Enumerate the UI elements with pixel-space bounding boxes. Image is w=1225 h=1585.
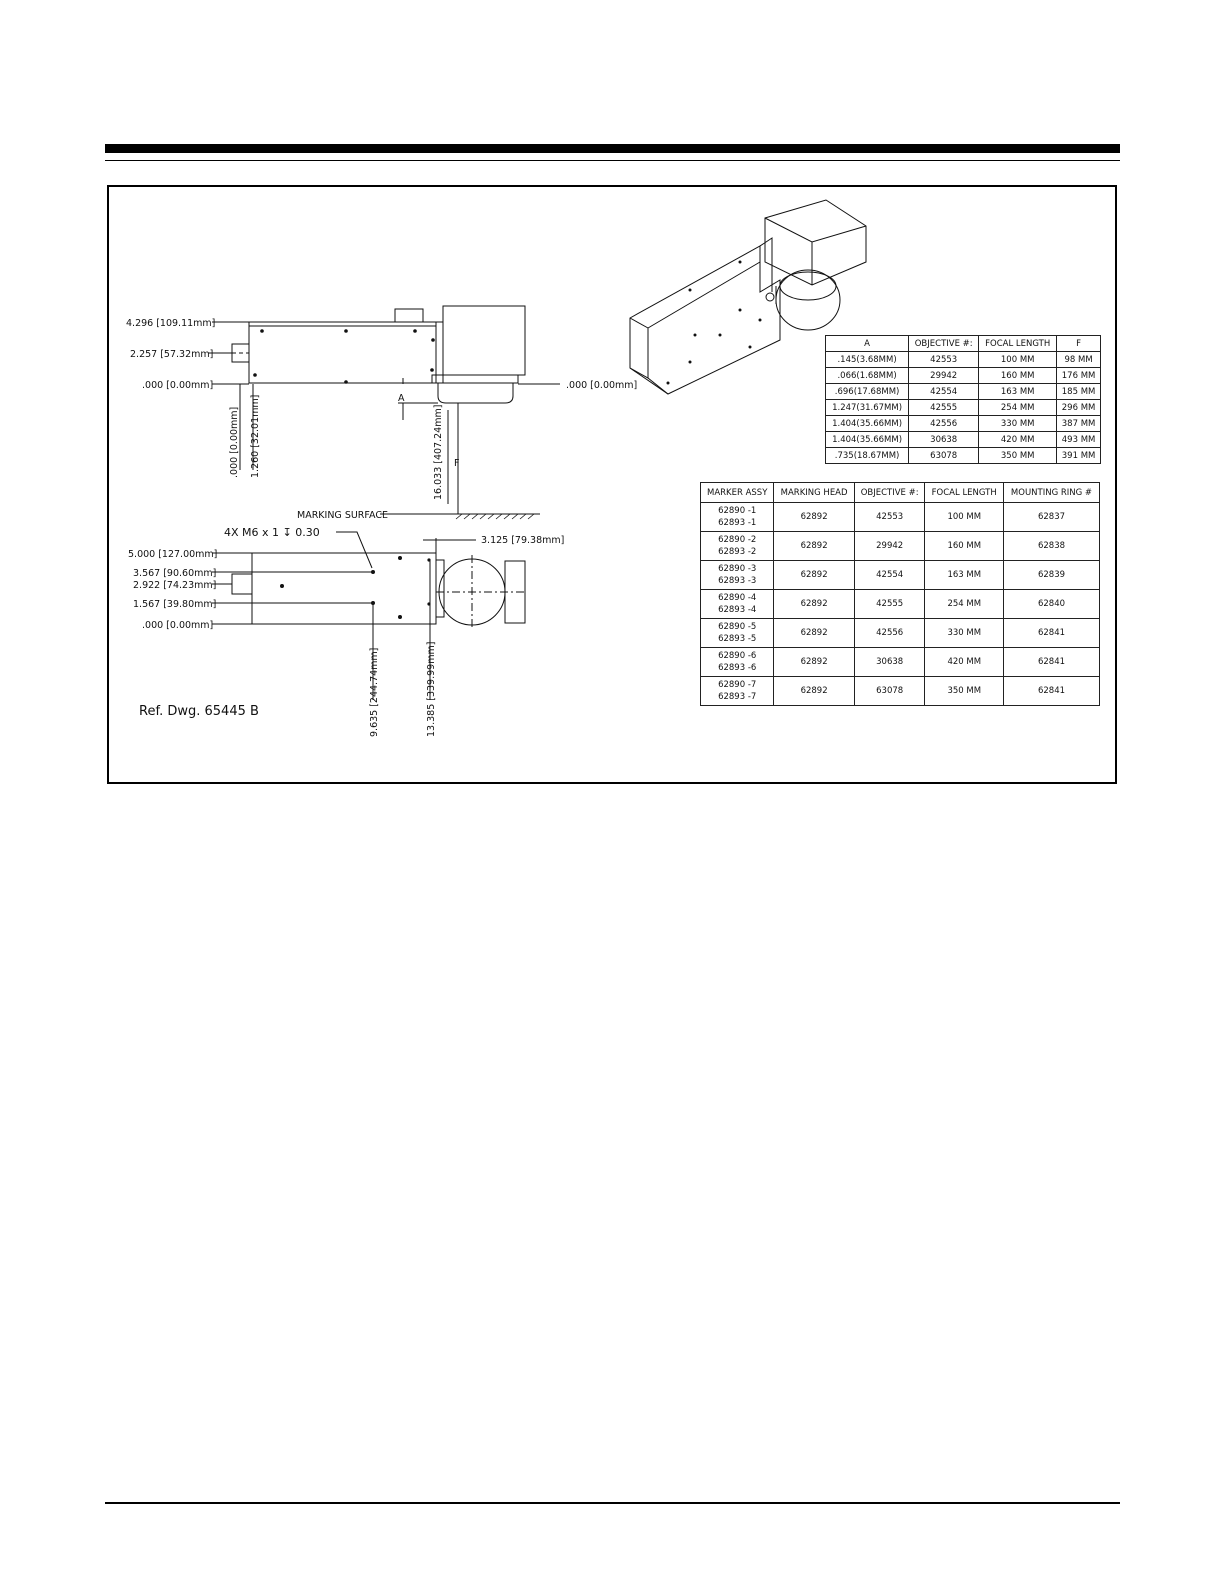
- label-a: A: [398, 393, 405, 404]
- table-cell: 420 MM: [979, 432, 1057, 448]
- table-cell: 63078: [854, 677, 925, 706]
- table-header-row: [826, 336, 1101, 352]
- label-f: F: [454, 458, 460, 469]
- table-cell: 62840: [1003, 590, 1099, 619]
- table-row: [701, 677, 1100, 706]
- table-cell: 62892: [774, 648, 854, 677]
- dim-3567: 3.567 [90.60mm]: [133, 568, 217, 579]
- table-cell: 1.404(35.66MM): [826, 416, 909, 432]
- table-row: [826, 384, 1101, 400]
- table-row: [826, 416, 1101, 432]
- table-cell: .145(3.68MM): [826, 352, 909, 368]
- col-header: MARKER ASSY: [701, 483, 774, 503]
- table-row: [701, 503, 1100, 532]
- table-row: [701, 532, 1100, 561]
- col-header: OBJECTIVE #:: [909, 336, 979, 352]
- table-cell: 42553: [854, 503, 925, 532]
- assy-number: 62890 -1: [718, 506, 757, 516]
- table-cell: .066(1.68MM): [826, 368, 909, 384]
- table-header-row: [701, 483, 1100, 503]
- objective-table: [825, 335, 1101, 464]
- table-cell: 42556: [854, 619, 925, 648]
- table-cell: 296 MM: [1057, 400, 1101, 416]
- table-cell: 493 MM: [1057, 432, 1101, 448]
- table-cell: 254 MM: [925, 590, 1004, 619]
- table-cell: 30638: [909, 432, 979, 448]
- table-cell: 62839: [1003, 561, 1099, 590]
- dim-zero-right: .000 [0.00mm]: [566, 380, 638, 391]
- table-cell: 62892: [774, 590, 854, 619]
- dim-top-4296: 4.296 [109.11mm]: [126, 318, 216, 329]
- table-row: [826, 368, 1101, 384]
- dim-13385: 13.385 [339.99mm]: [426, 641, 437, 737]
- table-cell: 330 MM: [925, 619, 1004, 648]
- table-cell: 185 MM: [1057, 384, 1101, 400]
- assy-cell: [701, 648, 774, 677]
- table-cell: 350 MM: [979, 448, 1057, 464]
- dim-1567: 1.567 [39.80mm]: [133, 599, 217, 610]
- assy-cell: [701, 590, 774, 619]
- col-header: MARKING HEAD: [774, 483, 854, 503]
- table-cell: 176 MM: [1057, 368, 1101, 384]
- dim-9635: 9.635 [244.74mm]: [369, 647, 380, 737]
- table-row: [701, 590, 1100, 619]
- table-cell: .735(18.67MM): [826, 448, 909, 464]
- col-header: FOCAL LENGTH: [979, 336, 1057, 352]
- table-cell: 62841: [1003, 648, 1099, 677]
- table-row: [826, 400, 1101, 416]
- dim-zero-left: .000 [0.00mm]: [142, 380, 214, 391]
- assy-number: 62893 -1: [718, 518, 757, 528]
- assy-cell: [701, 619, 774, 648]
- table-cell: 62892: [774, 677, 854, 706]
- table-cell: 42553: [909, 352, 979, 368]
- table-row: [701, 648, 1100, 677]
- assy-number: 62893 -6: [718, 663, 757, 673]
- table-cell: 29942: [909, 368, 979, 384]
- assy-number: 62890 -4: [718, 593, 757, 603]
- dim-focal-16033: 16.033 [407.24mm]: [433, 404, 444, 500]
- table-cell: 42556: [909, 416, 979, 432]
- table-cell: 163 MM: [979, 384, 1057, 400]
- table-cell: 254 MM: [979, 400, 1057, 416]
- assy-cell: [701, 561, 774, 590]
- dim-3125: 3.125 [79.38mm]: [481, 535, 565, 546]
- table-cell: 100 MM: [925, 503, 1004, 532]
- dim-top-zero: .000 [0.00mm]: [142, 620, 214, 631]
- assy-number: 62893 -5: [718, 634, 757, 644]
- table-cell: 160 MM: [925, 532, 1004, 561]
- marking-surface-label: MARKING SURFACE: [297, 510, 388, 521]
- assy-cell: [701, 677, 774, 706]
- table-cell: 62841: [1003, 619, 1099, 648]
- assy-number: 62893 -7: [718, 692, 757, 702]
- table-cell: 62892: [774, 561, 854, 590]
- table-cell: 42555: [854, 590, 925, 619]
- holes-note: 4X M6 x 1 ↧ 0.30: [224, 526, 320, 539]
- table-row: [701, 619, 1100, 648]
- assy-cell: [701, 532, 774, 561]
- table-cell: 62892: [774, 503, 854, 532]
- table-cell: 1.247(31.67MM): [826, 400, 909, 416]
- table-cell: 62838: [1003, 532, 1099, 561]
- dim-mid-2257: 2.257 [57.32mm]: [130, 349, 214, 360]
- table-cell: 1.404(35.66MM): [826, 432, 909, 448]
- table-cell: 98 MM: [1057, 352, 1101, 368]
- dim-2922: 2.922 [74.23mm]: [133, 580, 217, 591]
- assy-number: 62890 -7: [718, 680, 757, 690]
- table-cell: 62892: [774, 532, 854, 561]
- ref-drawing-label: Ref. Dwg. 65445 B: [139, 704, 259, 719]
- table-cell: 350 MM: [925, 677, 1004, 706]
- col-header: FOCAL LENGTH: [925, 483, 1004, 503]
- col-header: MOUNTING RING #: [1003, 483, 1099, 503]
- assy-cell: [701, 503, 774, 532]
- table-cell: 163 MM: [925, 561, 1004, 590]
- table-cell: 387 MM: [1057, 416, 1101, 432]
- dim-5000: 5.000 [127.00mm]: [128, 549, 218, 560]
- assy-number: 62890 -3: [718, 564, 757, 574]
- table-row: [701, 561, 1100, 590]
- marker-assembly-table: [700, 482, 1100, 706]
- table-cell: 42555: [909, 400, 979, 416]
- table-cell: 391 MM: [1057, 448, 1101, 464]
- table-cell: 100 MM: [979, 352, 1057, 368]
- side-view-body: [232, 306, 525, 403]
- table-cell: 42554: [909, 384, 979, 400]
- assy-number: 62890 -2: [718, 535, 757, 545]
- assy-number: 62890 -6: [718, 651, 757, 661]
- table-cell: 62892: [774, 619, 854, 648]
- table-cell: 42554: [854, 561, 925, 590]
- footer-rule: [105, 1502, 1120, 1504]
- table-cell: 420 MM: [925, 648, 1004, 677]
- table-cell: 160 MM: [979, 368, 1057, 384]
- assy-number: 62893 -2: [718, 547, 757, 557]
- table-cell: .696(17.68MM): [826, 384, 909, 400]
- table-row: [826, 352, 1101, 368]
- table-cell: 30638: [854, 648, 925, 677]
- table-row: [826, 432, 1101, 448]
- col-header: OBJECTIVE #:: [854, 483, 925, 503]
- table-cell: 29942: [854, 532, 925, 561]
- table-cell: 62841: [1003, 677, 1099, 706]
- assy-number: 62890 -5: [718, 622, 757, 632]
- dim-vert-zero: .000 [0.00mm]: [229, 406, 240, 478]
- assy-number: 62893 -4: [718, 605, 757, 615]
- assy-number: 62893 -3: [718, 576, 757, 586]
- table-cell: 330 MM: [979, 416, 1057, 432]
- col-header: A: [826, 336, 909, 352]
- table-row: [826, 448, 1101, 464]
- table-cell: 63078: [909, 448, 979, 464]
- top-view-body: [232, 553, 525, 630]
- table-cell: 62837: [1003, 503, 1099, 532]
- dim-vert-1260: 1.260 [32.01mm]: [250, 394, 261, 478]
- col-header: F: [1057, 336, 1101, 352]
